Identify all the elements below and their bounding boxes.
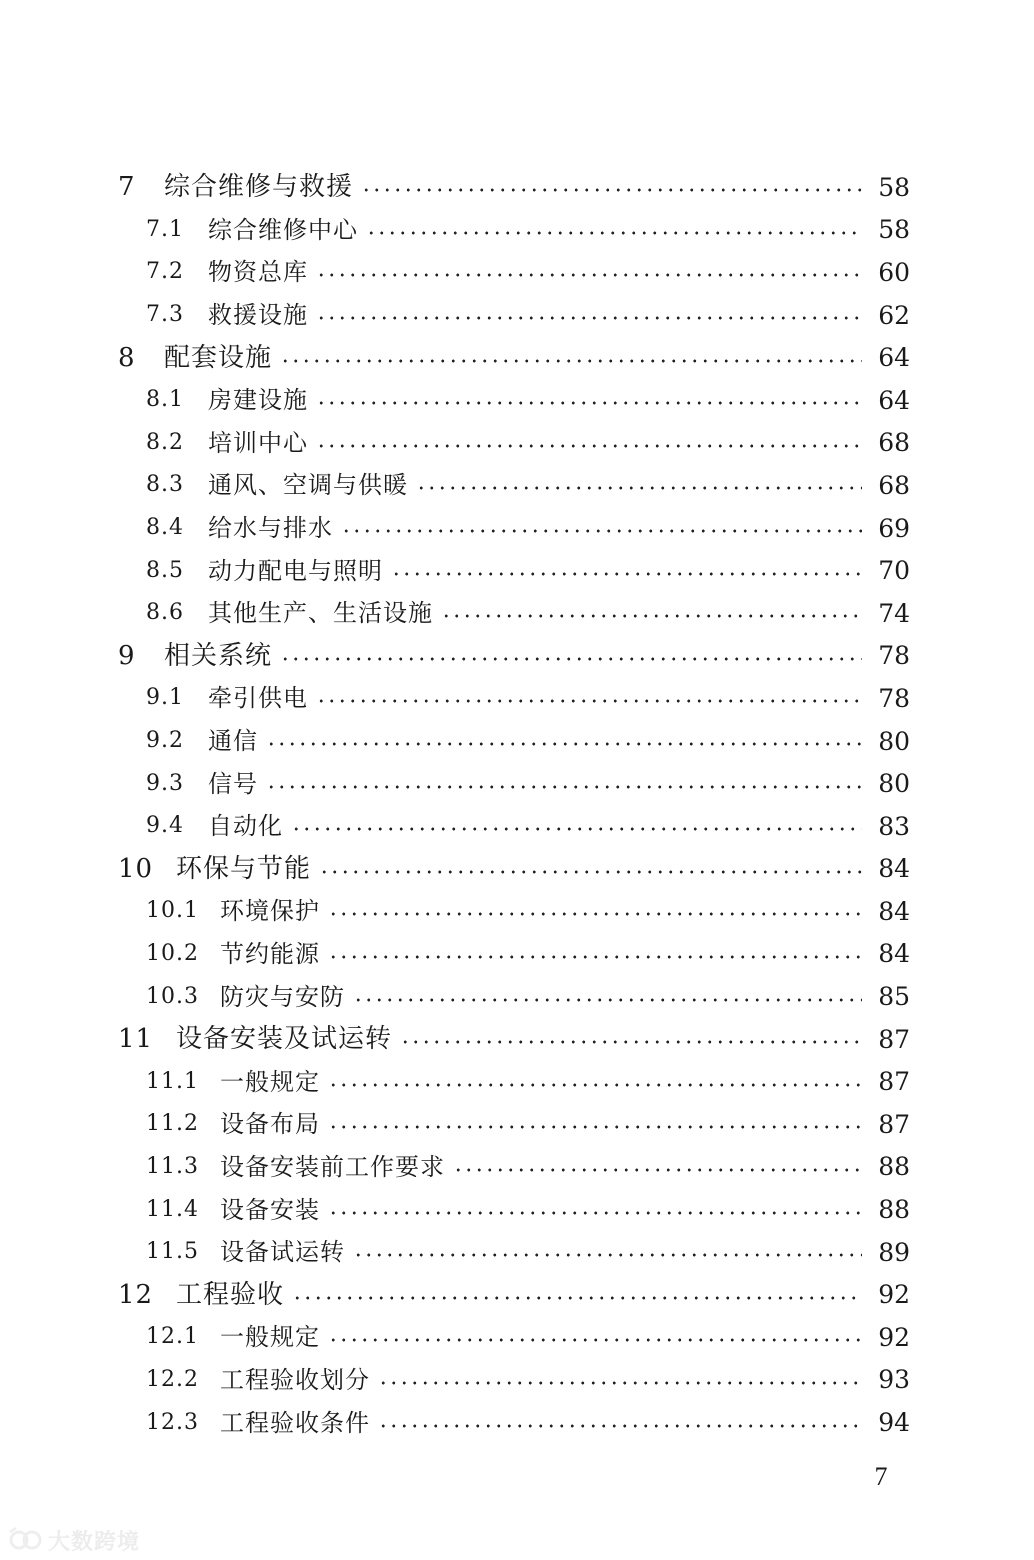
toc-entry-title: 防灾与安防 <box>220 982 345 1011</box>
toc-section-entry[interactable] <box>0 1103 1034 1146</box>
toc-entry-title: 设备安装 <box>220 1195 320 1224</box>
toc-entry-page: 68 <box>878 428 910 458</box>
toc-section-entry[interactable] <box>0 422 1034 465</box>
toc-entry-title: 房建设施 <box>208 386 308 415</box>
toc-entry-page: 87 <box>878 1067 910 1097</box>
toc-entry-number: 8.2 <box>146 429 184 455</box>
toc-section-entry[interactable] <box>0 209 1034 252</box>
toc-entry-page: 68 <box>878 470 910 500</box>
toc-entry-title: 自动化 <box>208 812 283 841</box>
toc-dot-leader <box>328 1210 862 1216</box>
toc-entry-number: 7.1 <box>146 216 184 242</box>
toc-entry-number: 9.1 <box>146 685 184 711</box>
toc-dot-leader <box>328 1337 862 1343</box>
toc-entry-number: 10 <box>118 853 154 884</box>
toc-entry-page: 92 <box>878 1280 910 1310</box>
toc-entry-number: 8.1 <box>146 387 184 413</box>
toc-entry-number: 12.3 <box>146 1409 199 1435</box>
toc-entry-page: 80 <box>878 769 910 799</box>
toc-chapter-entry[interactable] <box>0 1018 1034 1061</box>
toc-chapter-entry[interactable] <box>0 848 1034 891</box>
toc-dot-leader <box>266 741 862 747</box>
watermark-logo-icon <box>8 1526 44 1554</box>
toc-entry-page: 78 <box>878 683 910 713</box>
page-number: 7 <box>874 1462 888 1491</box>
toc-entry-number: 11.3 <box>146 1153 199 1179</box>
toc-entry-page: 60 <box>878 257 910 287</box>
toc-entry-page: 85 <box>878 982 910 1012</box>
toc-entry-number: 9.4 <box>146 813 184 839</box>
toc-section-entry[interactable] <box>0 720 1034 763</box>
toc-dot-leader <box>416 485 862 491</box>
toc-dot-leader <box>453 1167 862 1173</box>
toc-dot-leader <box>316 272 862 278</box>
toc-entry-page: 92 <box>878 1322 910 1352</box>
toc-section-entry[interactable] <box>0 677 1034 720</box>
toc-dot-leader <box>291 826 862 832</box>
toc-entry-title: 设备安装前工作要求 <box>220 1152 445 1181</box>
toc-dot-leader <box>391 571 862 577</box>
toc-entry-page: 94 <box>878 1408 910 1438</box>
toc-entry-number: 11.2 <box>146 1111 199 1137</box>
toc-dot-leader <box>441 613 862 619</box>
toc-entry-title: 物资总库 <box>208 258 308 287</box>
toc-entry-page: 87 <box>878 1024 910 1054</box>
toc-section-entry[interactable] <box>0 251 1034 294</box>
toc-dot-leader <box>328 1124 862 1130</box>
toc-entry-title: 其他生产、生活设施 <box>208 599 433 628</box>
toc-entry-page: 84 <box>878 896 910 926</box>
toc-section-entry[interactable] <box>0 549 1034 592</box>
toc-entry-title: 工程验收条件 <box>220 1408 370 1437</box>
toc-entry-page: 93 <box>878 1365 910 1395</box>
toc-entry-page: 88 <box>878 1152 910 1182</box>
toc-entry-title: 综合维修与救援 <box>164 172 354 203</box>
toc-entry-number: 8 <box>118 342 136 373</box>
toc-entry-title: 环保与节能 <box>176 853 312 884</box>
toc-entry-number: 11 <box>118 1024 154 1055</box>
toc-dot-leader <box>316 400 862 406</box>
toc-entry-page: 89 <box>878 1237 910 1267</box>
toc-entry-title: 动力配电与照明 <box>208 556 383 585</box>
toc-section-entry[interactable] <box>0 294 1034 337</box>
toc-dot-leader <box>280 358 862 364</box>
toc-entry-number: 7.3 <box>146 302 184 328</box>
toc-dot-leader <box>319 869 862 875</box>
toc-entry-title: 通信 <box>208 727 258 756</box>
toc-section-entry[interactable] <box>0 1146 1034 1189</box>
toc-entry-number: 8.6 <box>146 600 184 626</box>
toc-section-entry[interactable] <box>0 1231 1034 1274</box>
toc-entry-title: 救援设施 <box>208 301 308 330</box>
toc-dot-leader <box>378 1380 862 1386</box>
toc-dot-leader <box>400 1039 862 1045</box>
toc-entry-title: 一般规定 <box>220 1323 320 1352</box>
toc-entry-title: 节约能源 <box>220 939 320 968</box>
toc-dot-leader <box>328 954 862 960</box>
toc-entry-number: 9 <box>118 640 136 671</box>
toc-entry-number: 8.4 <box>146 515 184 541</box>
watermark-text: 大数跨境 <box>48 1529 141 1555</box>
toc-entry-page: 84 <box>878 939 910 969</box>
toc-entry-title: 一般规定 <box>220 1067 320 1096</box>
toc-entry-page: 64 <box>878 343 910 373</box>
toc-section-entry[interactable] <box>0 379 1034 422</box>
toc-section-entry[interactable] <box>0 762 1034 805</box>
toc-entry-page: 78 <box>878 641 910 671</box>
toc-entry-number: 8.3 <box>146 472 184 498</box>
toc-section-entry[interactable] <box>0 975 1034 1018</box>
toc-entry-page: 83 <box>878 811 910 841</box>
toc-section-entry[interactable] <box>0 805 1034 848</box>
toc-section-entry[interactable] <box>0 464 1034 507</box>
toc-dot-leader <box>378 1423 862 1429</box>
toc-chapter-entry[interactable] <box>0 166 1034 209</box>
toc-dot-leader <box>353 997 862 1003</box>
toc-entry-number: 11.5 <box>146 1239 199 1265</box>
toc-entry-page: 58 <box>878 215 910 245</box>
toc-entry-title: 相关系统 <box>164 640 273 671</box>
toc-entry-title: 给水与排水 <box>208 514 333 543</box>
toc-entry-title: 综合维修中心 <box>208 215 358 244</box>
toc-entry-page: 80 <box>878 726 910 756</box>
toc-entry-number: 10.3 <box>146 983 199 1009</box>
toc-section-entry[interactable] <box>0 933 1034 976</box>
toc-entry-title: 培训中心 <box>208 428 308 457</box>
toc-dot-leader <box>341 528 862 534</box>
toc-entry-number: 10.2 <box>146 940 199 966</box>
toc-entry-page: 87 <box>878 1109 910 1139</box>
toc-entry-title: 工程验收划分 <box>220 1365 370 1394</box>
toc-entry-page: 70 <box>878 556 910 586</box>
toc-entry-page: 64 <box>878 385 910 415</box>
toc-dot-leader <box>266 784 862 790</box>
toc-section-entry[interactable] <box>0 1401 1034 1444</box>
toc-dot-leader <box>280 656 862 662</box>
toc-entry-title: 信号 <box>208 769 258 798</box>
toc-entry-title: 配套设施 <box>164 342 273 373</box>
toc-entry-title: 通风、空调与供暖 <box>208 471 408 500</box>
toc-chapter-entry[interactable] <box>0 1273 1034 1316</box>
toc-entry-title: 环境保护 <box>220 897 320 926</box>
toc-entry-number: 7 <box>118 172 136 203</box>
toc-dot-leader <box>316 698 862 704</box>
toc-dot-leader <box>328 911 862 917</box>
toc-entry-number: 10.1 <box>146 898 199 924</box>
toc-entry-number: 9.2 <box>146 728 184 754</box>
toc-section-entry[interactable] <box>0 1060 1034 1103</box>
toc-dot-leader <box>353 1252 862 1258</box>
toc-entry-title: 设备试运转 <box>220 1238 345 1267</box>
toc-entry-number: 12 <box>118 1279 154 1310</box>
toc-dot-leader <box>316 443 862 449</box>
toc-section-entry[interactable] <box>0 1188 1034 1231</box>
toc-dot-leader <box>292 1295 862 1301</box>
toc-entry-page: 62 <box>878 300 910 330</box>
toc-chapter-entry[interactable] <box>0 635 1034 678</box>
toc-section-entry[interactable] <box>0 1359 1034 1402</box>
toc-entry-number: 9.3 <box>146 770 184 796</box>
toc-entry-title: 工程验收 <box>176 1279 285 1310</box>
toc-entry-number: 11.1 <box>146 1068 199 1094</box>
toc-dot-leader <box>328 1082 862 1088</box>
table-of-contents <box>0 166 1034 1444</box>
toc-entry-number: 12.2 <box>146 1366 199 1392</box>
toc-entry-number: 8.5 <box>146 557 184 583</box>
toc-section-entry[interactable] <box>0 507 1034 550</box>
toc-dot-leader <box>361 187 862 193</box>
toc-entry-title: 设备安装及试运转 <box>176 1024 393 1055</box>
toc-entry-title: 牵引供电 <box>208 684 308 713</box>
toc-entry-page: 88 <box>878 1195 910 1225</box>
toc-section-entry[interactable] <box>0 592 1034 635</box>
toc-section-entry[interactable] <box>0 1316 1034 1359</box>
toc-entry-title: 设备布局 <box>220 1110 320 1139</box>
toc-section-entry[interactable] <box>0 890 1034 933</box>
toc-entry-number: 12.1 <box>146 1324 199 1350</box>
toc-entry-page: 69 <box>878 513 910 543</box>
toc-dot-leader <box>316 315 862 321</box>
toc-entry-number: 7.2 <box>146 259 184 285</box>
watermark <box>8 1520 140 1560</box>
toc-chapter-entry[interactable] <box>0 336 1034 379</box>
toc-dot-leader <box>366 230 862 236</box>
toc-entry-page: 58 <box>878 172 910 202</box>
toc-entry-number: 11.4 <box>146 1196 199 1222</box>
toc-entry-page: 84 <box>878 854 910 884</box>
toc-entry-page: 74 <box>878 598 910 628</box>
